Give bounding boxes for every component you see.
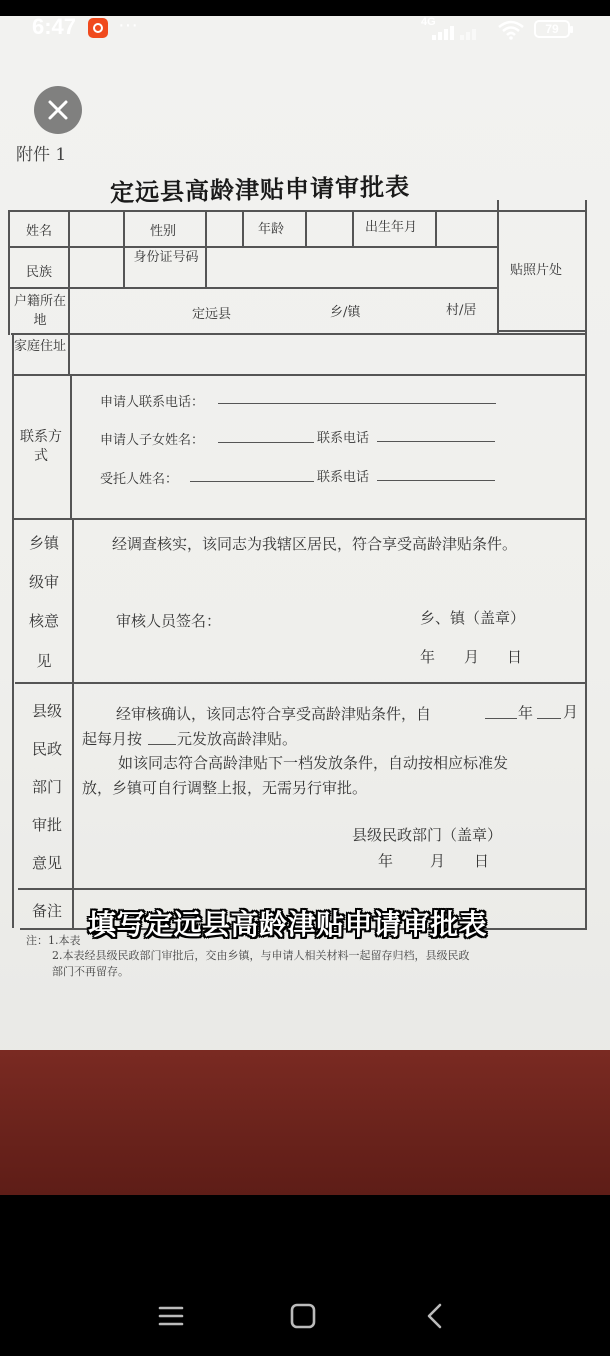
county-review-label-4: 审批 bbox=[31, 816, 62, 834]
village-field: 村/居 bbox=[446, 303, 477, 318]
trustee-name-field[interactable] bbox=[190, 481, 314, 482]
note-1: 注：1.本表 bbox=[26, 934, 81, 947]
age-label: 年龄 bbox=[258, 222, 285, 237]
trustee-name-label: 受托人姓名： bbox=[100, 472, 179, 487]
township-review-label-1: 乡镇 bbox=[28, 534, 59, 552]
applicant-phone-label: 申请人联系电话： bbox=[100, 395, 205, 410]
contact-label: 联系方式 bbox=[20, 429, 62, 464]
status-time: 6:47 bbox=[32, 14, 77, 39]
network-type: 4G bbox=[421, 16, 436, 28]
applicant-phone-field[interactable] bbox=[218, 403, 496, 404]
county-name: 定远县 bbox=[192, 307, 232, 322]
county-seal-label: 县级民政部门（盖章） bbox=[352, 826, 503, 844]
video-caption: 填写定远县高龄津贴申请审批表 bbox=[88, 908, 488, 941]
child-name-field[interactable] bbox=[218, 442, 314, 443]
county-date-year: 年 bbox=[378, 852, 394, 870]
address-label: 家庭住址 bbox=[14, 339, 67, 354]
back-button[interactable] bbox=[415, 1296, 455, 1336]
child-phone-label: 联系电话 bbox=[317, 431, 370, 446]
home-icon bbox=[283, 1296, 323, 1336]
township-signer-label: 审核人员签名： bbox=[116, 612, 222, 630]
county-review-label-3: 部门 bbox=[31, 778, 62, 796]
note-2: 2.本表经县级民政部门审批后，交由乡镇，与申请人相关材料一起留存归档，县级民政 bbox=[52, 949, 470, 962]
county-review-label-1: 县级 bbox=[31, 702, 62, 720]
gender-label: 性别 bbox=[150, 224, 177, 239]
county-review-label-2: 民政 bbox=[31, 740, 62, 758]
name-label: 姓名 bbox=[26, 224, 53, 239]
county-review-year: 年 bbox=[518, 704, 534, 722]
start-month-field[interactable] bbox=[537, 718, 561, 719]
township-seal-label: 乡、镇（盖章） bbox=[420, 609, 526, 627]
child-name-label: 申请人子女姓名： bbox=[100, 433, 205, 448]
county-date-day: 日 bbox=[474, 852, 490, 870]
township-review-label-4: 见 bbox=[36, 652, 52, 670]
county-review-line3: 如该同志符合高龄津贴下一档发放条件，自动按相应标准发 bbox=[118, 754, 509, 772]
township-review-text: 经调查核实，该同志为我辖区居民，符合享受高龄津贴条件。 bbox=[112, 535, 518, 553]
document-title: 定远县高龄津贴申请审批表 bbox=[109, 171, 411, 208]
home-button[interactable] bbox=[283, 1296, 323, 1336]
back-icon bbox=[415, 1296, 455, 1336]
county-review-line2: 起每月按 bbox=[82, 730, 143, 748]
ethnicity-label: 民族 bbox=[26, 265, 53, 280]
township-field: 乡/镇 bbox=[330, 305, 361, 320]
county-review-line2-b: 元发放高龄津贴。 bbox=[177, 730, 298, 748]
more-notifications-icon: ··· bbox=[118, 14, 138, 36]
county-review-label-5: 意见 bbox=[31, 854, 62, 872]
township-date-day: 日 bbox=[507, 648, 523, 666]
menu-icon bbox=[151, 1296, 191, 1336]
menu-button[interactable] bbox=[151, 1296, 191, 1336]
county-review-line4: 放，乡镇可自行调整上报，无需另行审批。 bbox=[82, 779, 368, 797]
note-3: 部门不再留存。 bbox=[52, 965, 129, 978]
trustee-phone-field[interactable] bbox=[377, 480, 495, 481]
household-label: 户籍所在地 bbox=[14, 294, 67, 328]
annex-label: 附件 1 bbox=[16, 145, 67, 165]
township-review-label-2: 级审 bbox=[28, 573, 59, 591]
township-date-year: 年 bbox=[420, 648, 436, 666]
monthly-amount-field[interactable] bbox=[148, 744, 176, 745]
start-year-field[interactable] bbox=[485, 718, 517, 719]
photo-label: 贴照片处 bbox=[510, 263, 563, 278]
county-review-line1: 经审核确认，该同志符合享受高龄津贴条件，自 bbox=[116, 705, 432, 723]
township-review-label-3: 核意 bbox=[28, 612, 59, 630]
id-number-label: 身份证号码 bbox=[133, 250, 199, 265]
remarks-label: 备注 bbox=[32, 902, 63, 920]
birth-label: 出生年月 bbox=[365, 220, 418, 235]
trustee-phone-label: 联系电话 bbox=[317, 470, 370, 485]
county-date-month: 月 bbox=[430, 852, 446, 870]
battery-icon: 79 bbox=[534, 20, 570, 38]
county-review-month: 月 bbox=[563, 703, 579, 721]
child-phone-field[interactable] bbox=[377, 441, 495, 442]
township-date-month: 月 bbox=[464, 648, 480, 666]
